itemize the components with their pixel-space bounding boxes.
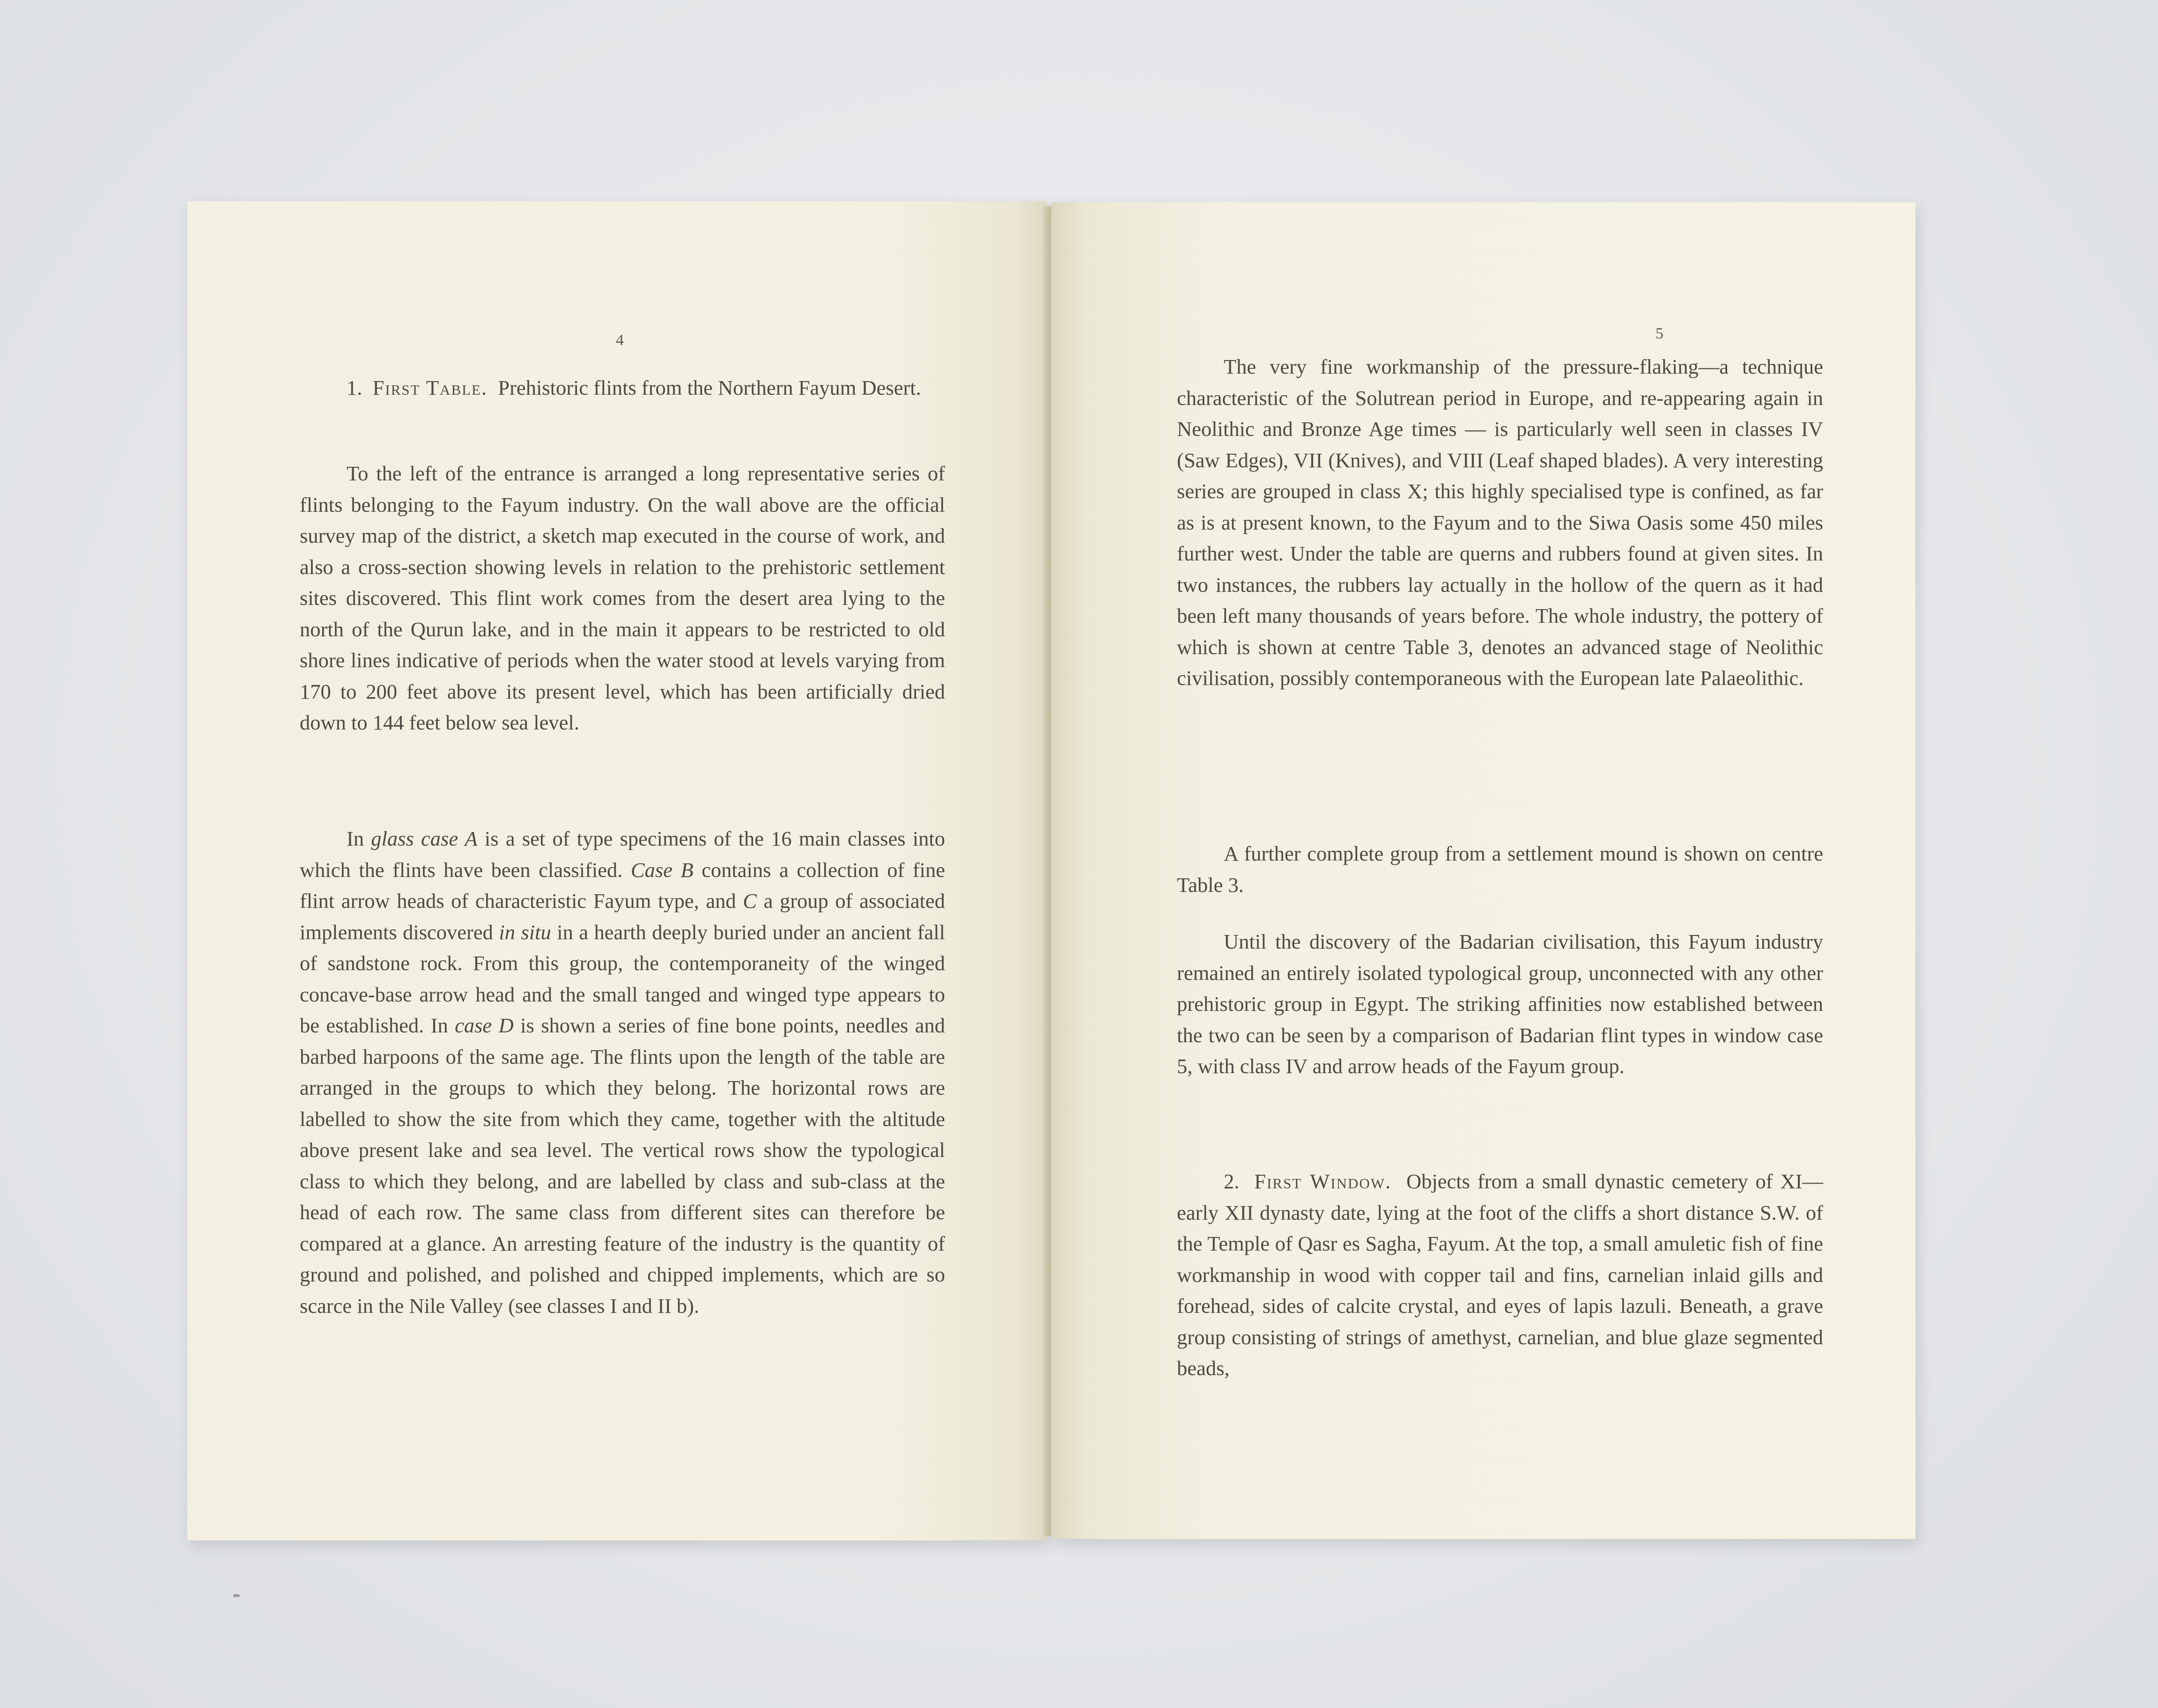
left-paragraph-1-text: To the left of the entrance is arranged a long representative series of flints belonging to the Fayum industry. On the wall above are the official survey map of the district, a sketch map executed in the course of work, and also a cross-section showing levels in relation to the prehistoric settlement sites discovered. This flint work comes from the desert area lying to the north of the Qurun lake, and in the main it appears to be restricted to old shore lines indicative of periods when the water stood at levels varying from 170 to 200 feet above its present level, which has been artificially dried down to 144 feet below sea level.: [300, 462, 945, 734]
right-page: [1051, 202, 1915, 1539]
section-2-block: [1177, 1166, 1823, 1384]
right-paragraph-3: [1177, 926, 1823, 1082]
right-paragraph-1: [1177, 351, 1823, 694]
left-paragraph-1: [300, 458, 945, 738]
text-run: in a hearth deeply buried under an ancient fall of sandstone rock. From this group, the contemporaneity of the winged concave-base arrow head and the small tanged and winged type appears to be established. In: [300, 920, 945, 1037]
left-paragraph-2: [300, 823, 945, 1321]
section-1-subtitle: Prehistoric flints from the Northern Fayum Desert.: [498, 376, 921, 399]
page-number-left: 4: [616, 331, 624, 349]
text-run: In: [347, 827, 371, 850]
italic-run: C: [743, 889, 757, 913]
right-paragraph-3-text: Until the discovery of the Badarian civilisation, this Fayum industry remained an entirely isolated typological group, unconnected with any other prehistoric group in Egypt. The striking affinities now established between the two can be seen by a comparison of Badarian flint types in window case 5, with class IV and arrow heads of the Fayum group.: [1177, 930, 1823, 1078]
section-2-body: Objects from a small dynastic cemetery of XI—early XII dynasty date, lying at the foot of the cliffs a short distance S.W. of the Temple of Qasr es Sagha, Fayum. At the top, a small amuletic fish of fine workmanship in wood with copper tail and fins, carnelian inlaid gills and forehead, sides of calcite crystal, and eyes of lapis lazuli. Beneath, a grave group consisting of strings of amethyst, carnelian, and blue glaze segmented beads,: [1177, 1170, 1823, 1380]
text-run: a group of associated implements discovered: [300, 889, 945, 944]
left-paragraph-2-text: [300, 823, 945, 1321]
page-number-right: 5: [1655, 325, 1663, 342]
right-paragraph-2: [1177, 838, 1823, 900]
text-run: contains a collection of fine flint arrow heads of characteristic Fayum type, and: [300, 858, 945, 913]
section-1-title: First Table.: [372, 376, 488, 399]
left-page: [187, 201, 1047, 1540]
section-2-title: First Window.: [1254, 1170, 1392, 1193]
section-1-number: 1.: [347, 376, 362, 399]
italic-run: Case B: [630, 858, 694, 882]
section-2-number: 2.: [1224, 1170, 1240, 1193]
open-booklet: [187, 197, 1915, 1545]
section-1-heading: [300, 372, 945, 404]
italic-run: glass case A: [371, 827, 478, 850]
right-paragraph-1-text: The very fine workmanship of the pressure-flaking—a technique characteristic of the Solutrean period in Europe, and re-appearing again in Neolithic and Bronze Age times — is particularly well seen in classes IV (Saw Edges), VII (Knives), and VIII (Leaf shaped blades). A very interesting series are grouped in class X; this highly specialised type is confined, as far as is at present known, to the Fayum and to the Siwa Oasis some 450 miles further west. Under the table are querns and rubbers found at given sites. In two instances, the rubbers lay actually in the hollow of the quern as it had been left many thousands of years before. The whole industry, the pottery of which is shown at centre Table 3, denotes an advanced stage of Neolithic civilisation, possibly contemporaneous with the European late Palaeolithic.: [1177, 355, 1823, 690]
italic-run: case D: [455, 1014, 514, 1037]
stray-mark: [233, 1594, 240, 1597]
right-paragraph-2-text: A further complete group from a settlement mound is shown on centre Table 3.: [1177, 842, 1823, 897]
italic-run: in situ: [499, 920, 551, 944]
section-1-block: [300, 372, 945, 404]
text-run: is a set of type specimens of the 16 main classes into which the flints have been classified.: [300, 827, 946, 882]
section-2-text: [1177, 1166, 1823, 1384]
text-run: is shown a series of fine bone points, needles and barbed harpoons of the same age. The flints upon the length of the table are arranged in the groups to which they belong. The horizontal rows are labelled to show the site from which they came, together with the altitude above present lake and sea level. The vertical rows show the typological class to which they belong, and are labelled by class and sub-class at the head of each row. The same class from different sites can therefore be compared at a glance. An arresting feature of the industry is the quantity of ground and polished, and polished and chipped implements, which are so scarce in the Nile Valley (see classes I and II b).: [300, 1014, 945, 1318]
